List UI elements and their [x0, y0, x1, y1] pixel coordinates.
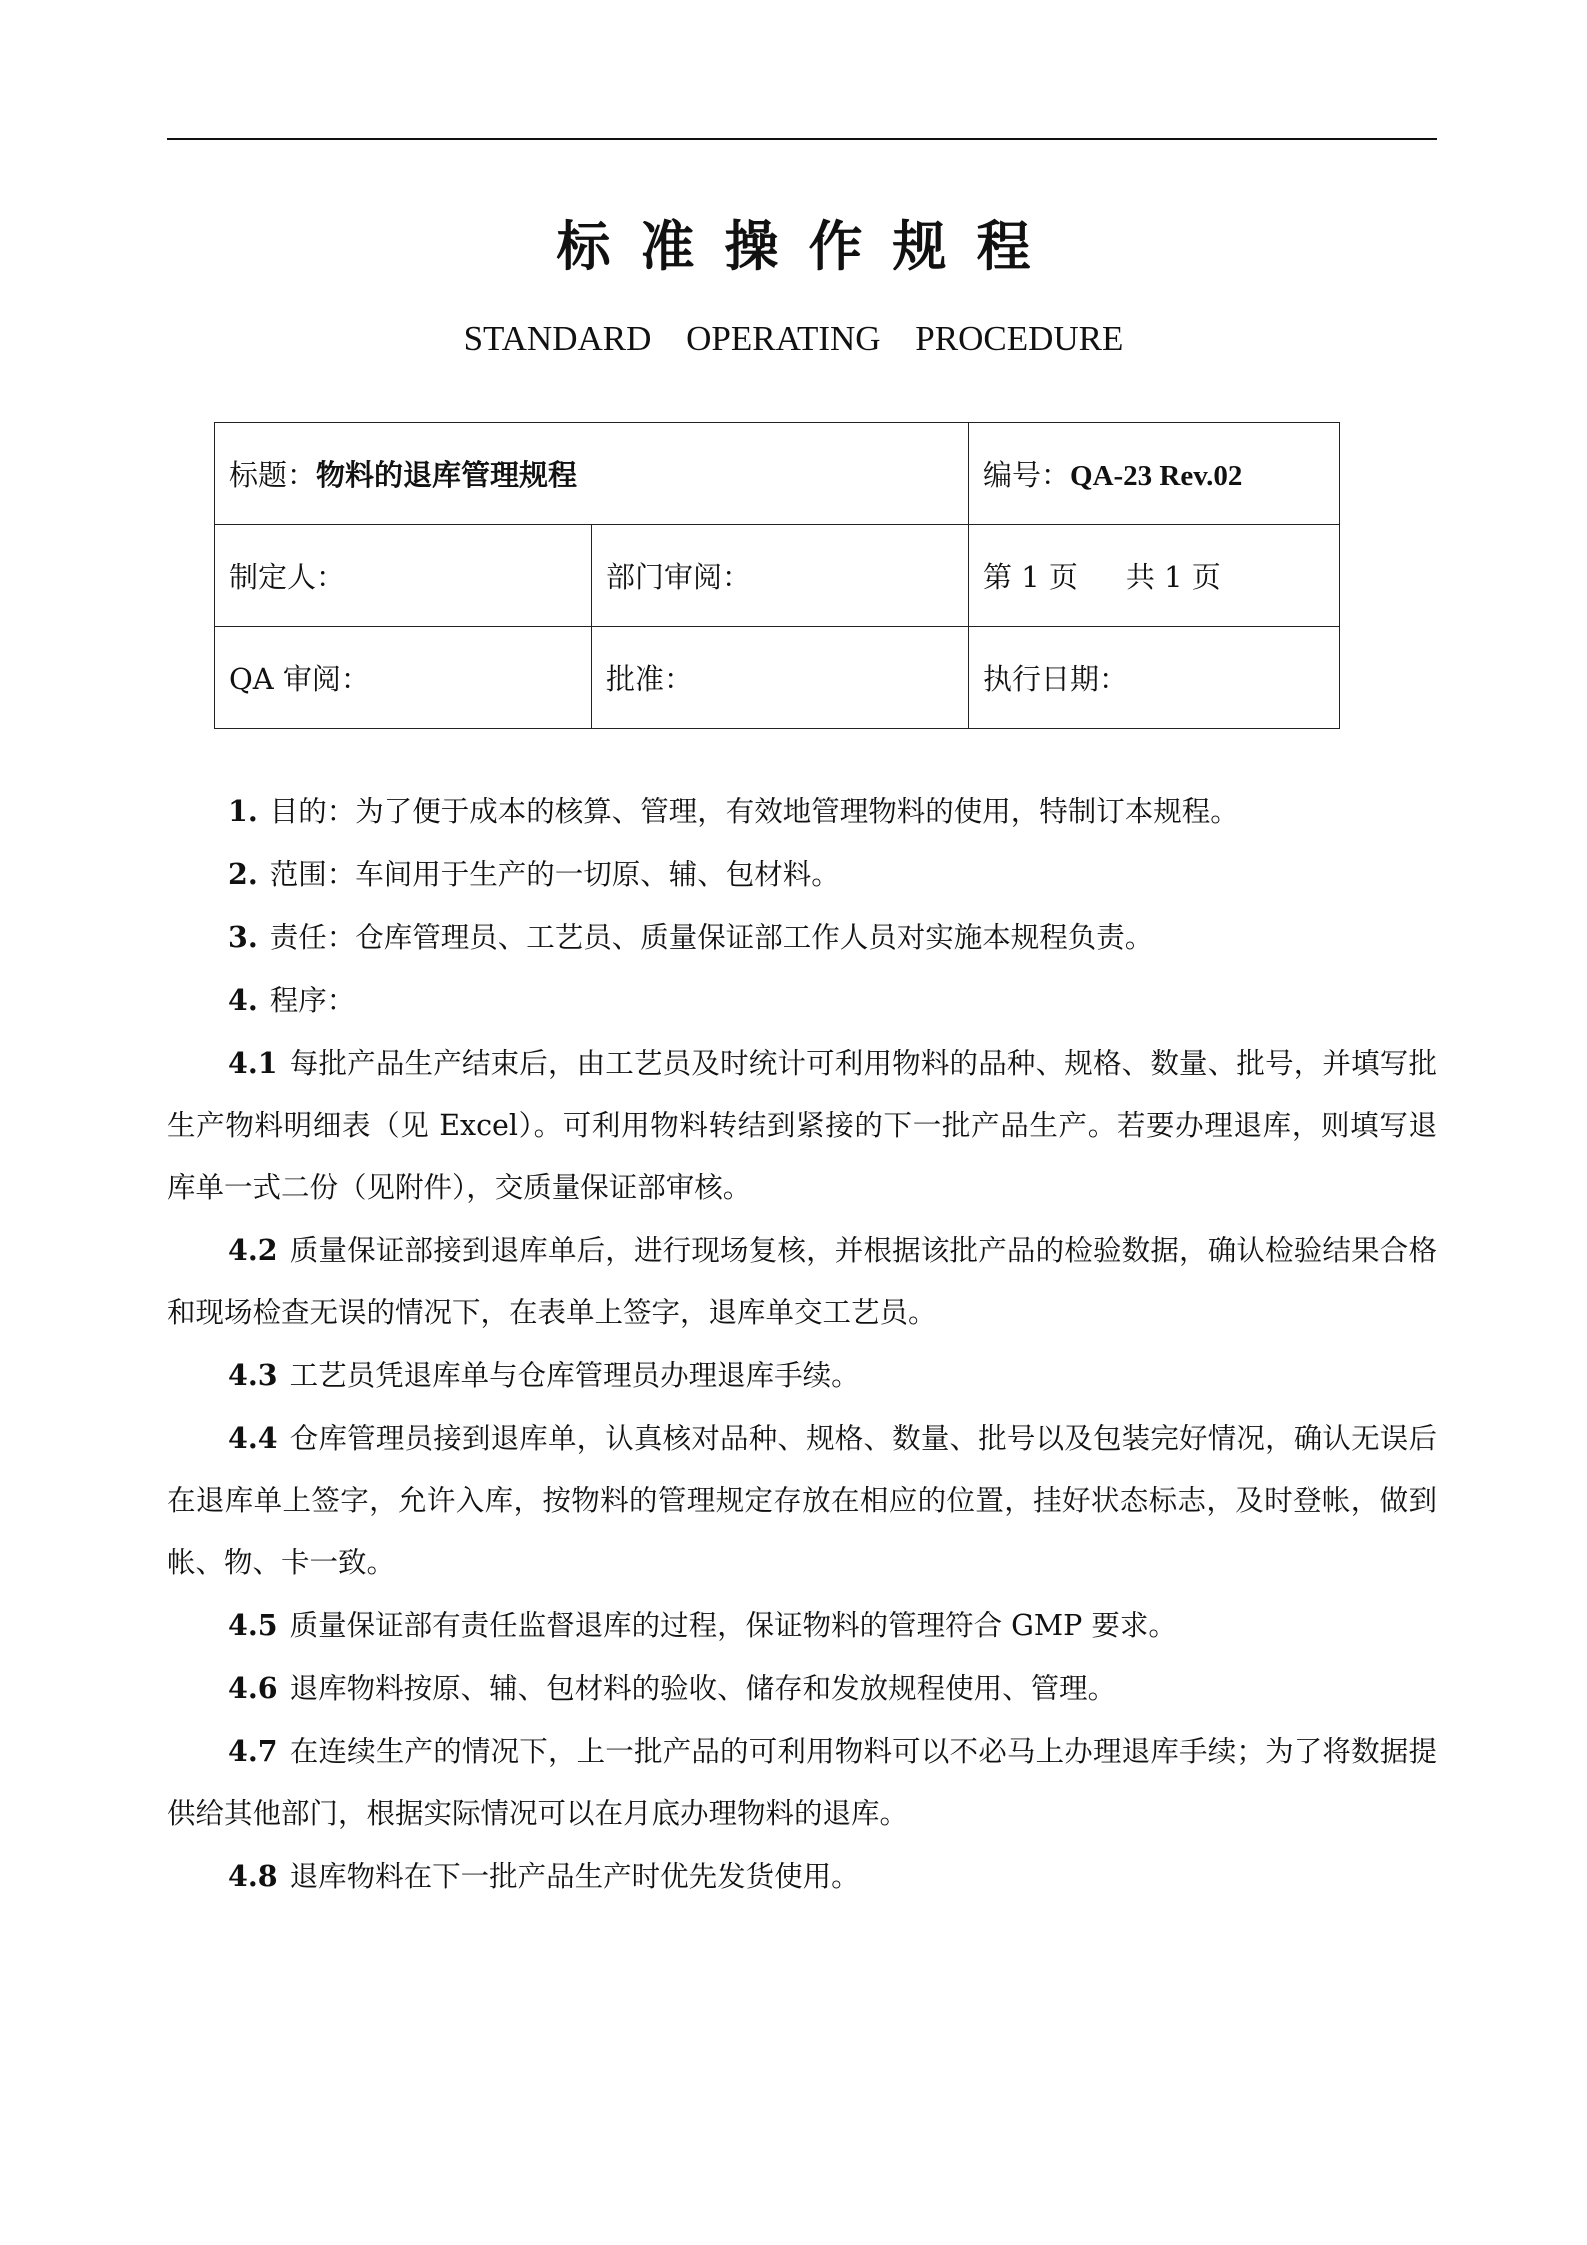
section-text: 在连续生产的情况下，上一批产品的可利用物料可以不必马上办理退库手续；为了将数据提供给其他部门，根据实际情况可以在月底办理物料的退库。: [167, 1735, 1437, 1830]
document-header-table: [214, 422, 1340, 729]
section-number: 4.8: [228, 1859, 278, 1893]
approve-cell: [592, 627, 969, 729]
dept-review-label: 部门审阅：: [606, 560, 752, 594]
header-row-title: [215, 423, 1340, 525]
section-paragraph: [167, 843, 1437, 906]
page-cell: [969, 525, 1340, 627]
approve-label: 批准：: [606, 662, 694, 696]
section-paragraph: [167, 1720, 1437, 1845]
exec-date-label: 执行日期：: [983, 662, 1129, 696]
section-number: 2.: [228, 857, 258, 891]
section-text: 仓库管理员接到退库单，认真核对品种、规格、数量、批号以及包装完好情况，确认无误后在退库单上签字，允许入库，按物料的管理规定存放在相应的位置，挂好状态标志，及时登帐，做到帐、物、卡一致。: [167, 1422, 1437, 1579]
section-paragraph: [167, 1344, 1437, 1407]
code-value: QA-23 Rev.02: [1070, 460, 1243, 492]
code-label: 编号：: [983, 458, 1071, 492]
section-number: 1.: [228, 794, 258, 828]
header-row-authors: [215, 525, 1340, 627]
section-number: 4.3: [228, 1358, 278, 1392]
author-cell: [215, 525, 592, 627]
section-number: 4.2: [228, 1233, 278, 1267]
dept-review-cell: [592, 525, 969, 627]
section-paragraph: [167, 1594, 1437, 1657]
section-number: 4.7: [228, 1734, 278, 1768]
header-rule: [167, 138, 1437, 140]
code-cell: [969, 423, 1340, 525]
title-label: 标题：: [229, 458, 317, 492]
document-body: [167, 780, 1437, 1908]
title-cell: [215, 423, 969, 525]
section-paragraph: [167, 969, 1437, 1032]
section-number: 4.6: [228, 1671, 278, 1705]
section-paragraph: [167, 1032, 1437, 1219]
section-text: 退库物料在下一批产品生产时优先发货使用。: [289, 1860, 860, 1893]
section-paragraph: [167, 1219, 1437, 1344]
document-title-en: STANDARD OPERATING PROCEDURE: [463, 319, 1124, 358]
section-text: 质量保证部接到退库单后，进行现场复核，并根据该批产品的检验数据，确认检验结果合格和现场检查无误的情况下，在表单上签字，退库单交工艺员。: [167, 1234, 1437, 1329]
section-text: 目的：为了便于成本的核算、管理，有效地管理物料的使用，特制订本规程。: [269, 795, 1239, 828]
section-paragraph: [167, 1407, 1437, 1594]
header-row-approvals: [215, 627, 1340, 729]
exec-date-cell: [969, 627, 1340, 729]
section-text: 每批产品生产结束后，由工艺员及时统计可利用物料的品种、规格、数量、批号，并填写批生产物料明细表（见 Excel）。可利用物料转结到紧接的下一批产品生产。若要办理退库，则填写退库单一式二份（见附件），交质量保证部审核。: [167, 1047, 1437, 1204]
section-paragraph: [167, 780, 1437, 843]
page-total: 共 1 页: [1125, 560, 1221, 594]
section-text: 责任：仓库管理员、工艺员、质量保证部工作人员对实施本规程负责。: [269, 921, 1154, 954]
section-number: 4.1: [228, 1046, 278, 1080]
section-text: 程序：: [269, 984, 356, 1017]
section-text: 工艺员凭退库单与仓库管理员办理退库手续。: [289, 1359, 860, 1392]
section-text: 退库物料按原、辅、包材料的验收、储存和发放规程使用、管理。: [289, 1672, 1117, 1705]
section-paragraph: [167, 906, 1437, 969]
section-paragraph: [167, 1845, 1437, 1908]
page-current: 第 1 页: [983, 560, 1078, 594]
section-number: 4.4: [228, 1421, 278, 1455]
section-text: 质量保证部有责任监督退库的过程，保证物料的管理符合 GMP 要求。: [289, 1609, 1177, 1642]
section-number: 4.: [228, 983, 258, 1017]
document-title-cn: 标准操作规程: [556, 215, 1061, 278]
section-number: 3.: [228, 920, 258, 954]
title-value: 物料的退库管理规程: [316, 458, 578, 492]
author-label: 制定人：: [229, 560, 346, 594]
section-number: 4.5: [228, 1608, 278, 1642]
section-text: 范围：车间用于生产的一切原、辅、包材料。: [269, 858, 840, 891]
qa-review-cell: [215, 627, 592, 729]
qa-review-label: QA 审阅：: [229, 662, 370, 696]
section-paragraph: [167, 1657, 1437, 1720]
